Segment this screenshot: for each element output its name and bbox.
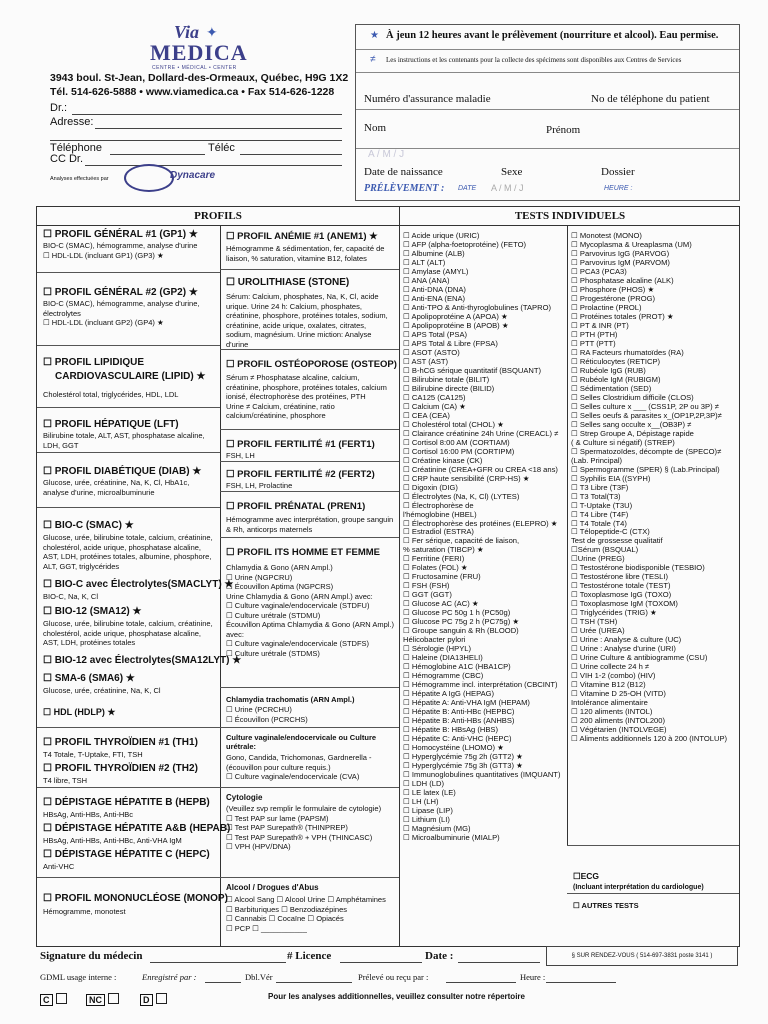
profil-monop-desc: Hémogramme, monotest [43, 907, 126, 916]
logo-via: Via [174, 22, 200, 42]
test-item[interactable]: ☐ Cholestérol total (CHOL) ★ [403, 419, 504, 429]
test-item[interactable]: ☐ Clairance créatinine 24h Urine (CREACL) ≠ [403, 428, 559, 438]
desc-line: Gono, Candida, Trichomonas, Gardnerella - (écouvillon pour culture requis.) [226, 753, 372, 772]
test-item[interactable]: ☐ Télopeptide-C (CTX) [571, 527, 650, 537]
desc-line: Chlamydia & Gono (ARN Ampl.) [226, 563, 333, 572]
desc-line[interactable]: ☐ HDL-LDL (incluant GP2) (GP4) ★ [43, 318, 164, 327]
adresse-field-2[interactable] [50, 140, 342, 141]
test-item[interactable]: ☐ Hémogramme incl. interprétation (CBCINT) [403, 680, 558, 690]
test-item[interactable]: ☐ Prolactine (PROL) [571, 302, 642, 312]
telephone-label: Téléphone [50, 142, 102, 154]
test-item[interactable]: ☐ Anti-ENA (ENA) [403, 293, 466, 303]
test-item[interactable]: ☐ Glucose AC (AC) ★ [403, 599, 479, 609]
test-item[interactable]: ☐ Folates (FOL) ★ [403, 563, 468, 573]
test-item[interactable]: ☐ Hémogramme (CBC) [403, 671, 484, 681]
profil-lipid-title2: CARDIOVASCULAIRE (LIPID) ★ [55, 371, 206, 382]
culture-title: Culture vaginale/endocervicale ou Culture urétrale: [226, 733, 377, 751]
desc-line[interactable]: ☐ HDL-LDL (incluant GP1) (GP3) ★ [43, 250, 164, 260]
d-checkbox[interactable] [156, 993, 167, 1004]
test-item[interactable]: ☐ Spermatozoïdes, décompte de (SPECO)≠ [571, 446, 722, 456]
test-item[interactable]: ☐ ASOT (ASTO) [403, 347, 460, 357]
profil-fert1-desc: FSH, LH [226, 451, 255, 460]
test-item[interactable]: ☐ Testostérone biodisponible (TESBIO) [571, 563, 705, 573]
profil-sma12lyt[interactable]: ☐ BIO-12 avec Électrolytes(SMA12LYT) ★ [43, 655, 242, 666]
test-item[interactable]: ☐ Hépatite A IgG (HEPAG) [403, 689, 495, 699]
profil-anem1[interactable]: ☐ PROFIL ANÉMIE #1 (ANEM1) ★ [226, 231, 378, 242]
test-item[interactable]: ☐ Aliments additionnels 120 à 200 (INTOLUP) [571, 734, 728, 744]
test-item[interactable]: ☐ ALT (ALT) [403, 257, 446, 267]
profil-its[interactable]: ☐ PROFIL ITS HOMME ET FEMME [226, 547, 381, 558]
profil-gp1-desc [43, 241, 215, 260]
test-item: ( & Culture si négatif) (STREP) [571, 437, 675, 447]
test-item[interactable]: ☐ Vitamine B12 (B12) [571, 680, 646, 690]
test-item[interactable]: ☐ AFP (alpha-foetoprotéine) (FETO) [403, 239, 527, 249]
test-item[interactable]: ☐ Parvovirus IgG (PARVOG) [571, 248, 670, 258]
profil-lft-desc: Bilirubine totale, ALT, AST, phosphatase alcaline, LDH, GGT [43, 431, 205, 450]
d-box[interactable] [140, 990, 167, 1008]
test-item[interactable]: ☐ Immunoglobulines quantitatives (IMQUANT) [403, 770, 561, 780]
test-item[interactable]: ☐ VIH 1-2 (combo) (HIV) [571, 671, 656, 681]
profil-fert2-desc: FSH, LH, Prolactine [226, 481, 293, 490]
prelevement-label: PRÉLÈVEMENT : [364, 183, 445, 194]
dynacare-logo-icon [124, 164, 174, 192]
desc-line[interactable]: ☐ Écouvillon (PCRCHS) [226, 714, 308, 724]
profil-lipid-desc: Cholestérol total, triglycérides, HDL, LDL [43, 390, 179, 399]
signature-field[interactable] [150, 962, 286, 963]
test-item[interactable]: ☐ Anti-DNA (DNA) [403, 284, 466, 294]
test-item[interactable]: ☐ Lipase (LIP) [403, 806, 453, 815]
clinic-contact: Tél. 514-626-5888 • www.viamedica.ca • Fax 514-626-1228 [50, 86, 335, 98]
heure-label: HEURE : [604, 185, 633, 192]
test-item[interactable]: ☐ LDH (LD) [403, 779, 444, 789]
test-item[interactable]: ☐ Hémoglobine A1C (HBA1CP) [403, 662, 511, 672]
profil-th2[interactable]: ☐ PROFIL THYROÏDIEN #2 (TH2) [43, 763, 198, 774]
tests-column-2 [571, 231, 737, 743]
test-item[interactable]: ☐ Urine Culture & antibiogramme (CSU) [571, 653, 708, 663]
star-icon: ★ [370, 30, 379, 41]
test-item[interactable]: ☐ Testostérone libre (TESLI) [571, 572, 668, 582]
desc-line[interactable]: ☐ Test PAP Surepath® + VPH (THINCASC) [226, 832, 373, 842]
test-item[interactable]: ☐ Magnésium (MG) [403, 823, 471, 833]
profil-smaclyt[interactable]: ☐ BIO-C avec Électrolytes(SMACLYT) ★ [43, 579, 234, 590]
desc-line[interactable]: ☐ PCP ☐ ___________ [226, 923, 307, 933]
order-table [36, 206, 740, 947]
date-footer-label: Date : [425, 950, 454, 962]
profils-header: PROFILS [37, 207, 399, 226]
test-item[interactable]: ☐ Cortisol 16:00 PM (CORTIPM) [403, 446, 515, 456]
profil-osteop[interactable]: ☐ PROFIL OSTÉOPOROSE (OSTEOP) [226, 359, 397, 370]
test-item[interactable]: ☐ Ferritine (FERI) [403, 554, 465, 564]
licence-label: # Licence [287, 950, 332, 962]
signature-label: Signature du médecin [40, 950, 143, 962]
profil-anem1-desc: Hémogramme & sédimentation, fer, capacité de liaison, % saturation, vitamine B12, folates [226, 244, 385, 263]
test-item[interactable]: ☐ T3 Libre (T3F) [571, 482, 629, 492]
profil-sma6-desc: Glucose, urée, créatinine, Na, K, Cl [43, 686, 161, 695]
test-item[interactable]: ☐ T4 Libre (T4F) [571, 509, 629, 519]
nc-letter: NC [86, 994, 105, 1006]
profil-lft[interactable]: ☐ PROFIL HÉPATIQUE (LFT) [43, 419, 179, 430]
test-item[interactable]: ☐ PT & INR (PT) [571, 320, 629, 330]
test-item[interactable]: ☐ Selles culture x ___ (CSS1P, 2P ou 3P) ≠ [571, 401, 719, 411]
test-item[interactable]: ☐ APS Total & Libre (FPSA) [403, 338, 498, 348]
date-label: DATE [458, 185, 477, 192]
dr-field[interactable] [72, 114, 342, 115]
autres-tests-checkbox[interactable]: ☐ AUTRES TESTS [573, 901, 639, 910]
test-item[interactable]: ☐ T-Uptake (T3U) [571, 500, 633, 510]
profil-hepab-desc: HBsAg, Anti-HBs, Anti-HBc, Anti-VHA IgM [43, 836, 182, 845]
test-item[interactable]: ☐ Urine collecte 24 h ≠ [571, 662, 650, 672]
test-item[interactable]: ☐ Hépatite C: Anti-VHC (HEPC) [403, 734, 512, 744]
profil-th2-desc: T4 libre, TSH [43, 776, 88, 785]
test-item[interactable]: ☐ PTT (PTT) [571, 338, 616, 348]
profil-pren1-desc: Hémogramme avec interprétation, groupe sanguin & Rh, anticorps maternels [226, 515, 394, 534]
desc-line[interactable]: ☐ Culture vaginale/endocervicale (CVA) [226, 772, 360, 781]
profil-smaclyt-desc: BIO-C, Na, K, Cl [43, 592, 99, 601]
test-item[interactable]: ☐ Groupe sanguin & Rh (BLOOD) [403, 626, 519, 636]
test-item[interactable]: ☐ Haleine (DIA13HELI) [403, 653, 483, 663]
desc-line: Sérum ≠ Phosphatase alcaline, calcium, créatinine, phosphore, protéines totales, calcium ionisé, électrophorèse des protéines, PTH [226, 373, 387, 401]
profil-fert2[interactable]: ☐ PROFIL FERTILITÉ #2 (FERT2) [226, 469, 375, 480]
test-item: Intolérance alimentaire [571, 698, 648, 708]
test-item: Hélicobacter pylori [403, 635, 466, 645]
telephone-field[interactable] [110, 154, 205, 155]
profil-pren1[interactable]: ☐ PROFIL PRÉNATAL (PREN1) [226, 501, 366, 512]
test-item[interactable]: ☐ CEA (CEA) [403, 410, 450, 420]
test-item[interactable]: ☐ LH (LH) [403, 797, 439, 807]
desc-line[interactable]: ☐ Culture urétrale (STDMS) [226, 648, 320, 658]
test-item: % saturation (TIBCP) ★ [403, 545, 484, 555]
health-ins-row[interactable] [356, 73, 739, 110]
chlamydia-title: Chlamydia trachomatis (ARN Ampl.) [226, 695, 355, 704]
profil-gp2-desc [43, 299, 215, 328]
not-equal-icon: ≠ [370, 54, 376, 65]
nc-checkbox[interactable] [108, 993, 119, 1004]
test-item[interactable]: ☐ Fer sérique, capacité de liaison, [403, 536, 520, 546]
profil-smac[interactable]: ☐ BIO-C (SMAC) ★ [43, 520, 134, 531]
test-item[interactable]: ☐ Progestérone (PROG) [571, 293, 656, 303]
test-item[interactable]: ☐ PTH (PTH) [571, 329, 618, 339]
test-item[interactable]: ☐ Rubéole IgG (RUB) [571, 365, 646, 375]
test-item[interactable]: ☐ Sédimentation (SED) [571, 383, 652, 393]
profil-its-desc [226, 563, 394, 658]
test-item[interactable]: ☐ Selles Clostridium difficile (CLOS) [571, 392, 694, 402]
alcool-desc [226, 895, 394, 933]
profil-fert1[interactable]: ☐ PROFIL FERTILITÉ #1 (FERT1) [226, 439, 375, 450]
profil-gp2[interactable]: ☐ PROFIL GÉNÉRAL #2 (GP2) ★ [43, 287, 198, 298]
profil-osteop-desc [226, 373, 394, 421]
adresse-field[interactable] [95, 128, 342, 129]
test-item[interactable]: ☐ Hyperglycémie 75g 3h (GTT3) ★ [403, 761, 523, 771]
test-item[interactable]: ☐ 200 aliments (INTOL200) [571, 716, 666, 726]
test-item[interactable]: ☐ Électrolytes (Na, K, Cl) (LYTES) [403, 491, 520, 501]
licence-field[interactable] [340, 962, 422, 963]
test-item[interactable]: ☐ Lithium (LI) [403, 814, 450, 824]
logo-subtitle: CENTRE • MÉDICAL • CENTER [152, 65, 237, 71]
test-item[interactable]: ☐ Hépatite B: Anti-HBc (HEPBC) [403, 707, 515, 717]
alcool-title: Alcool / Drogues d'Abus [226, 883, 319, 892]
test-item[interactable]: ☐ Créatinine (CREA+GFR ou CREA <18 ans) [403, 464, 558, 474]
test-item[interactable]: ☐ Phosphore (PHOS) ★ [571, 284, 655, 294]
test-item[interactable]: ☐ Cortisol 8:00 AM (CORTIAM) [403, 437, 510, 447]
clinic-address: 3943 boul. St-Jean, Dollard-des-Ormeaux, Québec, H9G 1X2 [50, 72, 349, 84]
desc-line[interactable]: ☐ Culture vaginale/endocervicale (STDFU) [226, 601, 370, 610]
test-item[interactable]: ☐ CA125 (CA125) [403, 392, 466, 402]
test-item[interactable]: ☐ Monotest (MONO) [571, 231, 642, 240]
test-item[interactable]: ☐ FSH (FSH) [403, 581, 450, 591]
test-item[interactable]: ☐ CRP haute sensibilité (CRP-HS) ★ [403, 473, 530, 483]
test-item[interactable]: ☐ Anti-TPO & Anti-thyroglobulines (TAPRO) [403, 302, 552, 312]
test-item[interactable]: ☐ Électrophorèse de [403, 500, 474, 510]
test-item[interactable]: ☐ Hépatite B: Anti-HBs (ANHBS) [403, 716, 515, 726]
profil-hepab[interactable]: ☐ DÉPISTAGE HÉPATITE A&B (HEPAB) [43, 823, 231, 834]
test-item[interactable]: ☐ RA Facteurs rhumatoïdes (RA) [571, 347, 684, 357]
profil-sma12[interactable]: ☐ BIO-12 (SMA12) ★ [43, 606, 142, 617]
test-item[interactable]: ☐ Végétarien (INTOLVEGE) [571, 725, 667, 735]
ecg-desc: (Incluant interprétation du cardiologue) [573, 884, 704, 891]
dblver-label: Dbl.Vér [245, 972, 273, 982]
test-item[interactable]: ☐ Vitamine D 25-OH (VITD) [571, 689, 666, 699]
test-item[interactable]: ☐ Hépatite B: HBsAg (HBS) [403, 725, 499, 735]
desc-line: Urine ≠ Calcium, créatinine, ratio calcium/créatinine, phosphore [226, 401, 335, 420]
dob-placeholder: A / M / J [368, 149, 405, 160]
phone-patient-label: No de téléphone du patient [591, 93, 710, 105]
test-item[interactable]: ☐ Glucose PC 75g 2 h (PC75g) ★ [403, 617, 520, 627]
test-item[interactable]: ☐ Microalbuminurie (MIALP) [403, 832, 500, 842]
desc-line[interactable]: ☐ Test PAP sur lame (PAPSM) [226, 813, 329, 823]
date-footer-field[interactable] [458, 962, 540, 963]
analyses-label: Analyses effectuées par [50, 176, 109, 182]
desc-line[interactable]: ☐ Barbituriques ☐ Benzodiazépines [226, 904, 348, 914]
telec-label: Téléc [208, 142, 235, 154]
test-item[interactable]: ☐ Amylase (AMYL) [403, 266, 469, 276]
test-item[interactable]: ☐Urine (PREG) [571, 554, 625, 564]
chlamydia-desc [226, 705, 394, 724]
profil-hepc-desc: Anti-VHC [43, 862, 75, 871]
nom-label: Nom [364, 122, 386, 134]
test-item[interactable]: ☐ Urine : Analyse & culture (UC) [571, 635, 682, 645]
test-item[interactable]: ☐ Calcium (CA) ★ [403, 401, 466, 411]
test-item[interactable]: ☐ Réticulocytes (RETICP) [571, 356, 661, 366]
desc-line: BIO-C (SMAC), hémogramme, analyse d'urine, électrolytes [43, 299, 200, 318]
health-ins-label: Numéro d'assurance maladie [364, 93, 491, 105]
test-item[interactable]: ☐ Homocystéine (LHOMO) ★ [403, 743, 504, 753]
test-item[interactable]: ☐ Apolipoprotéine A (APOA) ★ [403, 311, 508, 321]
test-item[interactable]: ☐ Protéines totales (PROT) ★ [571, 311, 674, 321]
test-item[interactable]: ☐ Hyperglycémie 75g 2h (GTT2) ★ [403, 752, 523, 762]
test-item[interactable]: ☐ Mycoplasma & Ureaplasma (UM) [571, 239, 692, 249]
test-item[interactable]: ☐ Toxoplasmose IgM (TOXOM) [571, 599, 678, 609]
test-item[interactable]: ☐ Fructosamine (FRU) [403, 572, 481, 582]
profil-th1[interactable]: ☐ PROFIL THYROÏDIEN #1 (TH1) [43, 737, 198, 748]
culture-desc [226, 753, 394, 782]
test-item[interactable]: ☐ Selles sang occulte x__(OB3P) ≠ [571, 419, 692, 429]
test-item[interactable]: ☐ Digoxin (DIG) [403, 482, 458, 492]
test-item[interactable]: ☐ Testostérone totale (TEST) [571, 581, 671, 591]
test-item[interactable]: ☐ Créatine kinase (CK) [403, 455, 483, 465]
desc-line[interactable]: ☐ Alcool Sang ☐ Alcool Urine ☐ Amphétamines [226, 895, 386, 904]
test-item[interactable]: ☐ Syphilis EIA ((SYPH) [571, 473, 651, 483]
desc-line: Écouvillon Aptima Chlamydia & Gono (ARN Ampl.) avec: [226, 620, 394, 639]
profil-stone-desc: Sérum: Calcium, phosphates, Na, K, Cl, acide urique. Urine 24 h: Calcium, phosphates, créatinine, phosphore, protéines totales, sodium, créatinine, acide urique, oxalates, citrates, sodium, magnésium. Urine miction: Analyse d'urine [226, 292, 388, 349]
desc-line[interactable]: ☐ Culture urétrale (STDMU) [226, 610, 321, 620]
test-item: l'hémoglobine (HBEL) [403, 509, 477, 519]
test-item[interactable]: ☐ Urée (UREA) [571, 626, 625, 636]
test-item[interactable]: ☐ T3 Total(T3) [571, 491, 621, 501]
desc-line[interactable]: ☐ Culture vaginale/endocervicale (STDFS) [226, 639, 370, 648]
logo-name: MEDICA [150, 40, 248, 65]
profil-diab-desc: Glucose, urée, créatinine, Na, K, Cl, HbA1c, analyse d'urine, microalbuminurie [43, 478, 190, 497]
profil-stone[interactable]: ☐ UROLITHIASE (STONE) [226, 277, 350, 288]
desc-line[interactable]: ☐ Cannabis ☐ Cocaïne ☐ Opiacés [226, 914, 344, 923]
test-item[interactable]: ☐ Selles oeufs & parasites x_(OP1P,2P,3P)≠ [571, 410, 722, 420]
logo-swoosh-icon: ✦ [206, 24, 218, 40]
profil-hepc[interactable]: ☐ DÉPISTAGE HÉPATITE C (HEPC) [43, 849, 210, 860]
dossier-label: Dossier [601, 166, 635, 178]
test-item[interactable]: ☐ Albumine (ALB) [403, 248, 465, 258]
test-item[interactable]: ☐ APS Total (PSA) [403, 329, 468, 339]
test-item[interactable]: ☐ Bilirubine directe (BILID) [403, 383, 495, 393]
test-item[interactable]: ☐ Acide urique (URIC) [403, 231, 480, 240]
test-item[interactable]: ☐ B-hCG sérique quantitatif (BSQUANT) [403, 365, 542, 375]
test-item[interactable]: ☐ Spermogramme (SPER) § (Lab.Principal) [571, 464, 720, 474]
test-item[interactable]: ☐ Phosphatase alcaline (ALK) [571, 275, 674, 285]
test-item[interactable]: ☐ Glucose PC 50g 1 h (PC50g) [403, 608, 511, 618]
profil-smac-desc: Glucose, urée, bilirubine totale, calcium, créatinine, cholestérol, acide urique, phosphatase alcaline, AST, LDH, protéines totales, albumine, phosphore, ALT, GGT, triglycérides [43, 533, 213, 571]
profil-diab[interactable]: ☐ PROFIL DIABÉTIQUE (DIAB) ★ [43, 466, 202, 477]
test-item[interactable]: ☐ Électrophorèse des protéines (ELEPRO) ★ [403, 518, 558, 528]
profil-monop[interactable]: ☐ PROFIL MONONUCLÉOSE (MONOP) [43, 893, 228, 904]
test-item[interactable]: ☐ Apolipoprotéine B (APOB) ★ [403, 320, 509, 330]
logo [150, 22, 250, 72]
desc-line[interactable]: ☐ VPH (HPV/DNA) [226, 842, 291, 851]
ccdr-field[interactable] [85, 165, 342, 166]
preleve-label: Prélevé ou reçu par : [358, 972, 429, 982]
test-item[interactable]: ☐ Bilirubine totale (BILIT) [403, 374, 490, 384]
adresse-label: Adresse: [50, 116, 94, 128]
test-item: (Lab. Principal) [571, 455, 623, 465]
ccdr-label: CC Dr. [50, 153, 83, 165]
test-item[interactable]: ☐ PCA3 (PCA3) [571, 266, 627, 276]
sexe-label: Sexe [501, 166, 523, 178]
test-item[interactable]: ☐ ANA (ANA) [403, 275, 450, 285]
enregistre-label: Enregistré par : [142, 972, 197, 982]
profil-sma6[interactable]: ☐ SMA-6 (SMA6) ★ [43, 673, 135, 684]
test-item[interactable]: ☐ AST (AST) [403, 356, 449, 366]
patient-info-box [355, 24, 740, 201]
profil-hdl[interactable]: ☐ HDL (HDLP) ★ [43, 707, 116, 717]
tests-header: TESTS INDIVIDUELS [399, 207, 740, 226]
test-item: Test de grossesse qualitatif [571, 536, 663, 546]
cytologie-title: Cytologie [226, 793, 263, 802]
desc-line: Urine Chlamydia & Gono (ARN Ampl.) avec: [226, 591, 373, 601]
test-item[interactable]: ☐ Rubéole IgM (RUBIGM) [571, 374, 661, 384]
rdv-note: § SUR RENDEZ-VOUS ( 514-697-3831 poste 3141 ) [546, 946, 738, 966]
dob-label: Date de naissance [364, 166, 443, 178]
fasting-note: À jeun 12 heures avant le prélèvement (nourriture et alcool). Eau permise. [386, 30, 719, 41]
test-item[interactable]: ☐ Sérologie (HPYL) [403, 644, 472, 654]
c-box[interactable] [40, 990, 67, 1008]
instructions-note: Les instructions et les contenants pour la collecte des spécimens sont disponibles aux Centres de Services [386, 56, 682, 64]
prelevement-row[interactable] [356, 180, 739, 200]
test-item[interactable]: ☐ Estradiol (ESTRA) [403, 527, 474, 537]
profil-th1-desc: T4 Totale, T-Uptake, FTI, TSH [43, 750, 143, 759]
profil-hepb[interactable]: ☐ DÉPISTAGE HÉPATITE B (HEPB) [43, 797, 210, 808]
gdml-label: GDML usage interne : [40, 972, 117, 982]
test-item[interactable]: ☐ Strep Groupe A, Dépistage rapide [571, 428, 694, 438]
profil-sma12-desc: Glucose, urée, bilirubine totale, calcium, créatinine, cholestérol, acide urique, phosphatase alcaline, AST, LDH, protéines totales [43, 619, 213, 647]
telec-field[interactable] [240, 154, 342, 155]
prenom-label: Prénom [546, 124, 581, 136]
dr-label: Dr.: [50, 102, 68, 114]
test-item[interactable]: ☐ 120 aliments (INTOL) [571, 707, 653, 717]
test-item[interactable]: ☐ TSH (TSH) [571, 617, 618, 627]
desc-line[interactable]: ☐ Écouvillon Aptima (NGPCRS) [226, 582, 334, 591]
test-item[interactable]: ☐ Urine : Analyse d'urine (URI) [571, 644, 676, 654]
test-item[interactable]: ☐Sérum (BSQUAL) [571, 545, 639, 555]
additional-note: Pour les analyses additionnelles, veuillez consulter notre répertoire [268, 992, 525, 1001]
c-letter: C [40, 994, 53, 1006]
lab-name: Dynacare [170, 170, 216, 181]
cytologie-desc [226, 804, 394, 852]
test-item[interactable]: ☐ LE latex (LE) [403, 788, 456, 798]
dob-row[interactable] [356, 149, 739, 179]
nc-box[interactable] [86, 990, 119, 1008]
ecg-checkbox[interactable]: ☐ECG [573, 871, 600, 881]
test-item[interactable]: ☐ Hépatite A: Anti-VHA IgM (HEPAM) [403, 698, 530, 708]
tests-column-1 [403, 231, 565, 842]
desc-line[interactable]: ☐ Urine (NGPCRU) [226, 572, 293, 582]
d-letter: D [140, 994, 153, 1006]
test-item[interactable]: ☐ GGT (GGT) [403, 590, 452, 600]
desc-line: (Veuillez svp remplir le formulaire de cytologie) [226, 804, 382, 813]
desc-line[interactable]: ☐ Test PAP Surepath® (THINPREP) [226, 823, 348, 832]
heure-footer-label: Heure : [520, 972, 546, 982]
test-item[interactable]: ☐ Toxoplasmose IgG (TOXO) [571, 590, 672, 600]
profil-gp1[interactable]: ☐ PROFIL GÉNÉRAL #1 (GP1) ★ [43, 229, 198, 240]
date-format: A / M / J [491, 183, 524, 193]
test-item[interactable]: ☐ Parvovirus IgM (PARVOM) [571, 257, 670, 267]
profil-hepb-desc: HBsAg, Anti-HBs, Anti-HBc [43, 810, 134, 819]
test-item[interactable]: ☐ T4 Totale (T4) [571, 518, 627, 528]
desc-line[interactable]: ☐ Urine (PCRCHU) [226, 705, 292, 714]
c-checkbox[interactable] [56, 993, 67, 1004]
test-item[interactable]: ☐ Triglycérides (TRIG) ★ [571, 608, 657, 618]
name-row[interactable] [356, 110, 739, 149]
profil-lipid[interactable]: ☐ PROFIL LIPIDIQUE [43, 357, 145, 368]
desc-line: BIO-C (SMAC), hémogramme, analyse d'urine [43, 241, 198, 250]
